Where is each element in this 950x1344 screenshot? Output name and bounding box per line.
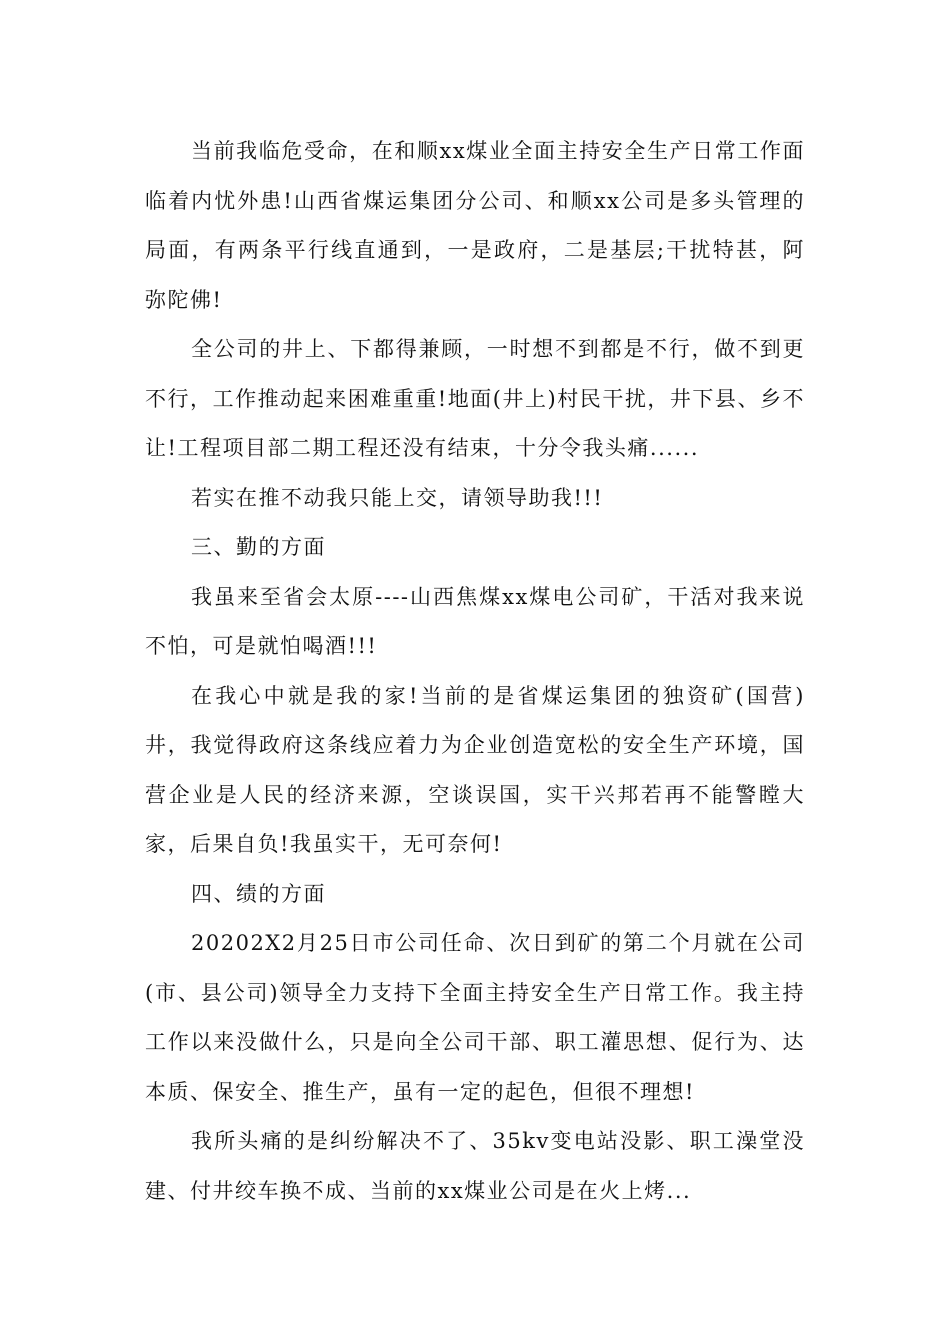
paragraph-3: 若实在推不动我只能上交，请领导助我!!! [191,485,604,510]
section-heading-diligence: 三、勤的方面 [191,535,326,559]
section-heading-achievement: 四、绩的方面 [191,881,326,906]
document-body [145,127,805,1216]
paragraph-7: 我所头痛的是纠纷解决不了、35kv变电站没影、职工澡堂没建、付井绞车换不成、当前的xx煤业公司是在火上烤... [145,1129,805,1203]
paragraph-6: 20202X2月25日市公司任命、次日到矿的第二个月就在公司(市、县公司)领导全力支持下全面主持安全生产日常工作。我主持工作以来没做什么，只是向全公司干部、职工灌思想、促行为、达本质、保安全、推生产，虽有一定的起色，但很不理想! [145,931,805,1104]
paragraph-5: 在我心中就是我的家!当前的是省煤运集团的独资矿(国营)井，我觉得政府这条线应着力为企业创造宽松的安全生产环境，国营企业是人民的经济来源，空谈误国，实干兴邦若再不能警瞠大家，后果自负!我虽实干，无可奈何! [145,683,805,856]
paragraph-1: 当前我临危受命，在和顺xx煤业全面主持安全生产日常工作面临着内忧外患!山西省煤运集团分公司、和顺xx公司是多头管理的局面，有两条平行线直通到，一是政府，二是基层;干扰特甚，阿弥陀佛! [145,139,805,312]
paragraph-4: 我虽来至省会太原----山西焦煤xx煤电公司矿，干活对我来说不怕，可是就怕喝酒!!! [145,584,805,658]
paragraph-2: 全公司的井上、下都得兼顾，一时想不到都是不行，做不到更不行，工作推动起来困难重重!地面(井上)村民干扰，井下县、乡不让!工程项目部二期工程还没有结束，十分令我头痛...... [145,337,805,460]
